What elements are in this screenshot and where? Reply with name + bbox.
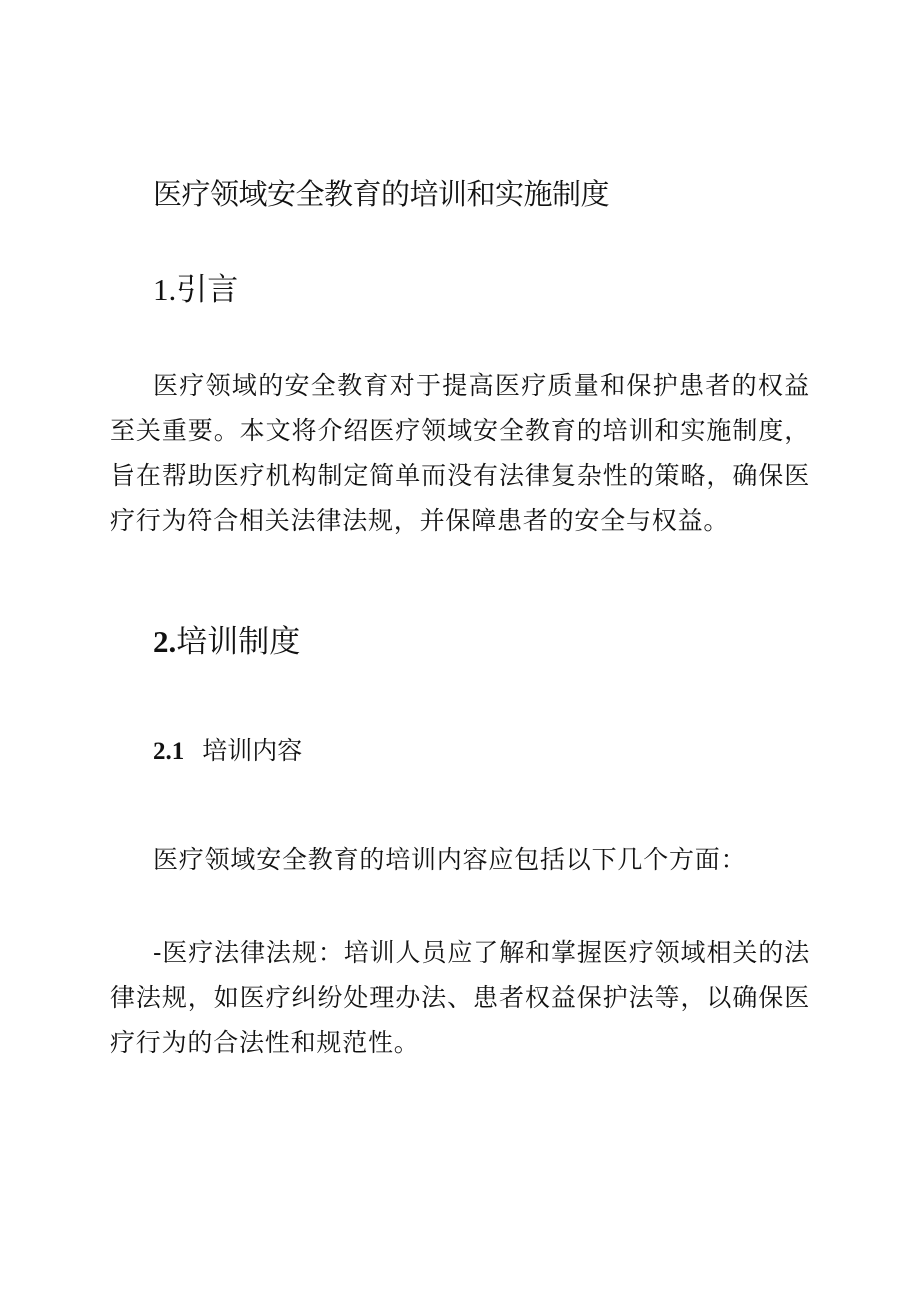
section-2-title: 培训制度 <box>176 624 301 660</box>
subsection-2-1-number: 2.1 <box>153 738 185 765</box>
section-2-heading <box>153 620 300 664</box>
subsection-2-1-intro: 医疗领域安全教育的培训内容应包括以下几个方面： <box>153 845 747 874</box>
section-2-number: 2. <box>153 624 177 659</box>
document-title: 医疗领域安全教育的培训和实施制度 <box>153 177 610 211</box>
section-1-number: 1. <box>153 272 177 307</box>
section-1-heading <box>153 268 238 312</box>
section-1-paragraph: 医疗领域的安全教育对于提高医疗质量和保护患者的权益至关重要。本文将介绍医疗领域安全教育的培训和实施制度，旨在帮助医疗机构制定简单而没有法律复杂性的策略，确保医疗行为符合相关法律法规，并保障患者的安全与权益。 <box>110 371 810 535</box>
section-1-title: 引言 <box>176 272 239 308</box>
list-item-medical-law: -医疗法律法规：培训人员应了解和掌握医疗领域相关的法律法规，如医疗纠纷处理办法、患者权益保护法等，以确保医疗行为的合法性和规范性。 <box>110 938 810 1057</box>
subsection-2-1-heading <box>153 731 302 772</box>
subsection-2-1-title: 培训内容 <box>202 736 303 765</box>
